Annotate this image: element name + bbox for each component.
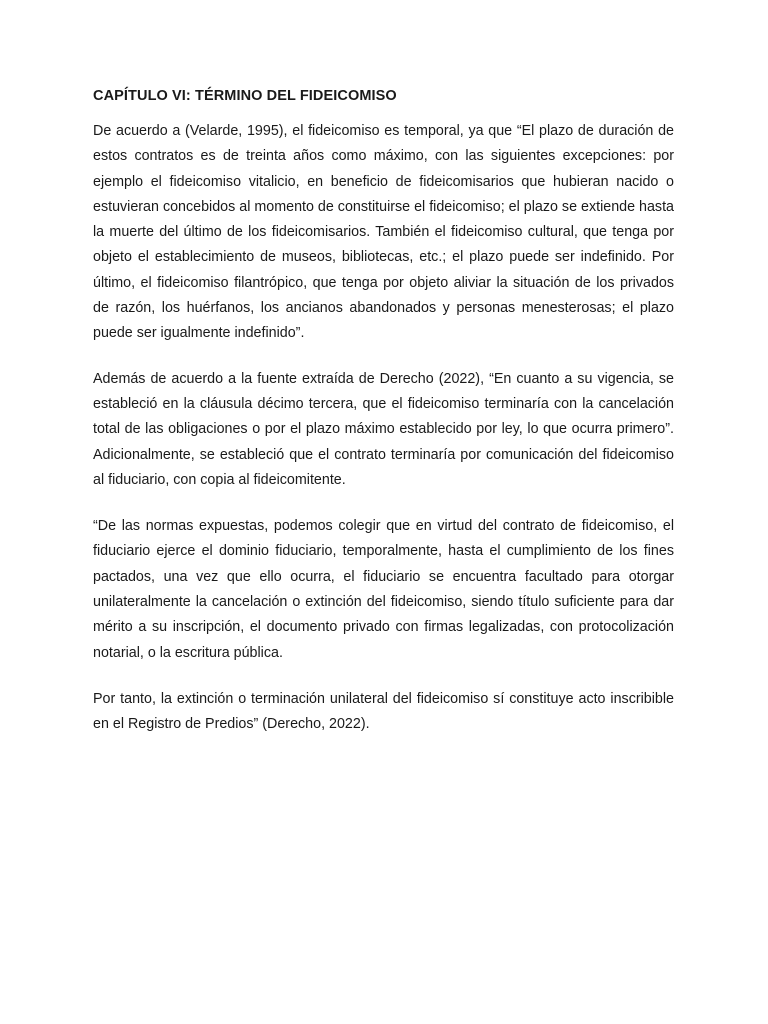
paragraph-conclusion: Por tanto, la extinción o terminación unilateral del fideicomiso sí constituye acto inscribible en el Registro de Predios” (Derecho, 2022). <box>93 690 674 733</box>
paragraph-normas-expuestas: “De las normas expuestas, podemos colegir que en virtud del contrato de fideicomiso, el fiduciario ejerce el dominio fiduciario, temporalmente, hasta el cumplimiento de los fines pactados, una vez que ello ocurra, el fiduciario se encuentra facultado para otorgar unilateralmente la cancelación o extinción del fideicomiso, siendo título suficiente para dar mérito a su inscripción, el documento privado con firmas legalizadas, con protocolización notarial, o la escritura pública. <box>93 518 674 661</box>
chapter-title: CAPÍTULO VI: TÉRMINO DEL FIDEICOMISO <box>93 88 397 104</box>
paragraph-velarde: De acuerdo a (Velarde, 1995), el fideicomiso es temporal, ya que “El plazo de duración de estos contratos es de treinta años como máximo, con las siguientes excepciones: por ejemplo el fideicomiso vitalicio, en beneficio de fideicomisarios que hubieran nacido o estuvieran concebidos al momento de constituirse el fideicomiso; el plazo se extiende hasta la muerte del último de los fideicomisarios. También el fideicomiso cultural, que tenga por objeto el establecimiento de museos, bibliotecas, etc.; el plazo puede ser indefinido. Por último, el fideicomiso filantrópico, que tenga por objeto aliviar la situación de los privados de razón, los huérfanos, los ancianos abandonados y personas menesterosas; el plazo puede ser igualmente indefinido”. <box>93 123 674 342</box>
paragraph-derecho-vigencia: Además de acuerdo a la fuente extraída de Derecho (2022), “En cuanto a su vigencia, se estableció en la cláusula décimo tercera, que el fideicomiso terminaría con la cancelación total de las obligaciones o por el plazo máximo establecido por ley, lo que ocurra primero”. Adicionalmente, se estableció que el contrato terminaría por comunicación del fideicomiso al fiduciario, con copia al fideicomitente. <box>93 370 674 488</box>
